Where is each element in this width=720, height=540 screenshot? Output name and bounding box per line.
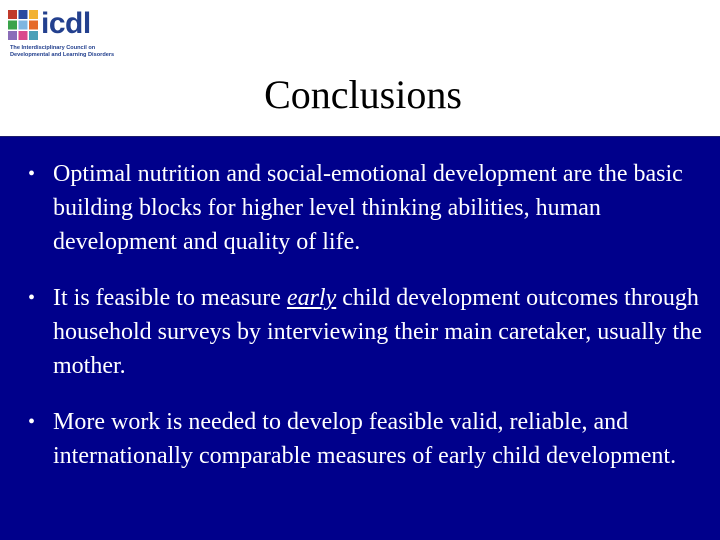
logo-grid-cell <box>19 31 28 40</box>
bullet-item <box>28 281 712 383</box>
emphasized-word: early <box>286 285 337 311</box>
logo-grid-cell <box>29 10 38 19</box>
logo-grid-cell <box>29 31 38 40</box>
bullet-marker: • <box>28 287 36 309</box>
slide-body <box>0 136 720 540</box>
logo-tagline-line-1: The Interdisciplinary Council on <box>10 45 96 51</box>
slide-header <box>0 0 720 136</box>
logo-grid-cell <box>8 31 17 40</box>
logo-wordmark: icdl <box>41 7 91 40</box>
bullet-list <box>28 157 712 495</box>
bullet-text-end: child development outcomes through household surveys by interviewing their main caretaker, usually the mother. <box>53 285 702 379</box>
logo-grid-icon <box>8 10 38 40</box>
logo-tagline <box>10 45 115 59</box>
bullet-marker: • <box>28 163 36 185</box>
slide-title: Conclusions <box>264 72 462 117</box>
bullet-text: More work is needed to develop feasible valid, reliable, and internationally comparable measures of early child development. <box>53 409 677 469</box>
logo-tagline-line-2: Developmental and Learning Disorders <box>10 52 115 58</box>
logo-grid-cell <box>19 21 28 30</box>
bullet-marker: • <box>28 411 36 433</box>
bullet-item <box>28 405 712 473</box>
bullet-item <box>28 157 712 259</box>
logo-grid-cell <box>29 21 38 30</box>
bullet-text <box>53 285 702 379</box>
logo-grid-cell <box>8 21 17 30</box>
logo-grid-cell <box>19 10 28 19</box>
logo-grid-cell <box>8 10 17 19</box>
bullet-text-start: It is feasible to measure <box>53 285 287 311</box>
bullet-text: Optimal nutrition and social-emotional development are the basic building blocks for higher level thinking abilities, human development and quality of life. <box>53 161 683 255</box>
icdl-logo <box>8 7 115 64</box>
